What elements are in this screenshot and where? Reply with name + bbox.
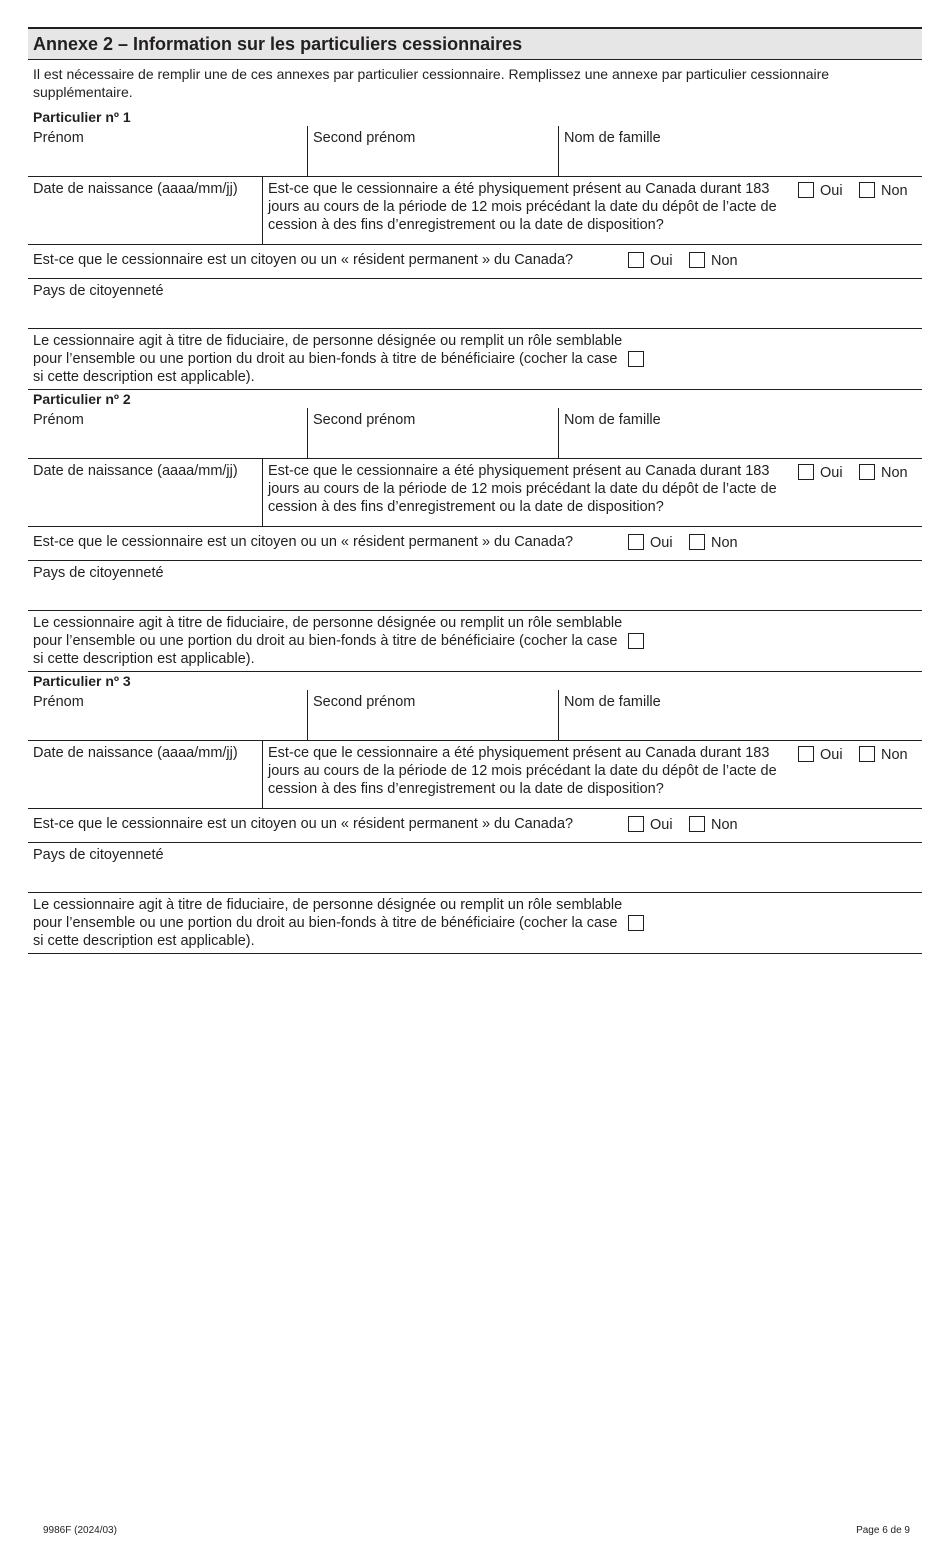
last-name-label: Nom de famille [564,130,661,146]
name-row [28,408,922,459]
dob-field[interactable] [28,459,262,526]
trustee-row [28,611,922,672]
citizen-yes-checkbox[interactable] [628,816,644,832]
trustee-checkbox[interactable] [628,915,644,931]
presence-yes-option [798,464,843,482]
country-row [28,843,922,893]
country-label: Pays de citoyenneté [33,565,164,581]
middle-name-field[interactable] [307,408,558,458]
annex-title: Annexe 2 – Information sur les particuliers cessionnaires [28,27,922,60]
annex-2-form [28,27,922,954]
citizen-question: Est-ce que le cessionnaire est un citoyen ou un « résident permanent » du Canada? [33,816,574,832]
trustee-checkbox[interactable] [628,351,644,367]
presence-no-option [859,182,908,200]
presence-question: Est-ce que le cessionnaire a été physiquement présent au Canada durant 183 jours au cours de la période de 12 mois précédant la date du dépôt de l’acte de cession à des fins d’enregistrement ou la date de disposition? [262,741,792,808]
presence-question: Est-ce que le cessionnaire a été physiquement présent au Canada durant 183 jours au cours de la période de 12 mois précédant la date du dépôt de l’acte de cession à des fins d’enregistrement ou la date de disposition? [262,177,792,244]
presence-yes-checkbox[interactable] [798,746,814,762]
name-row [28,690,922,741]
citizen-no-option [689,534,738,552]
individual-section [28,672,922,954]
country-field[interactable] [28,561,922,610]
individual-section [28,390,922,672]
first-name-field[interactable] [28,126,307,176]
last-name-field[interactable] [558,690,922,740]
presence-no-checkbox[interactable] [859,182,875,198]
trustee-text: Le cessionnaire agit à titre de fiduciaire, de personne désignée ou remplit un rôle semblable pour l’ensemble ou une portion du droit au bien-fonds à titre de bénéficiaire (cocher la case si cette description est applicable). [33,897,623,949]
dob-row [28,177,922,245]
citizen-question: Est-ce que le cessionnaire est un citoyen ou un « résident permanent » du Canada? [33,534,574,550]
first-name-label: Prénom [33,412,84,428]
no-label: Non [881,183,908,199]
trustee-row [28,329,922,390]
trustee-row [28,893,922,954]
dob-row [28,741,922,809]
yes-label: Oui [820,183,843,199]
last-name-field[interactable] [558,126,922,176]
no-label: Non [881,465,908,481]
dob-field[interactable] [28,177,262,244]
country-row [28,561,922,611]
citizen-question: Est-ce que le cessionnaire est un citoyen ou un « résident permanent » du Canada? [33,252,574,268]
individual-heading: Particulier nº 1 [33,109,131,125]
first-name-field[interactable] [28,408,307,458]
first-name-label: Prénom [33,130,84,146]
citizen-no-checkbox[interactable] [689,252,705,268]
yes-label: Oui [820,747,843,763]
middle-name-label: Second prénom [313,130,416,146]
presence-no-option [859,746,908,764]
middle-name-field[interactable] [307,126,558,176]
presence-yes-checkbox[interactable] [798,464,814,480]
middle-name-label: Second prénom [313,694,416,710]
country-label: Pays de citoyenneté [33,283,164,299]
citizen-no-option [689,252,738,270]
presence-question: Est-ce que le cessionnaire a été physiquement présent au Canada durant 183 jours au cours de la période de 12 mois précédant la date du dépôt de l’acte de cession à des fins d’enregistrement ou la date de disposition? [262,459,792,526]
citizen-yes-option [628,534,673,552]
country-row [28,279,922,329]
trustee-checkbox[interactable] [628,633,644,649]
citizen-yes-option [628,816,673,834]
presence-yes-checkbox[interactable] [798,182,814,198]
trustee-text: Le cessionnaire agit à titre de fiduciaire, de personne désignée ou remplit un rôle semblable pour l’ensemble ou une portion du droit au bien-fonds à titre de bénéficiaire (cocher la case si cette description est applicable). [33,333,623,385]
dob-label: Date de naissance (aaaa/mm/jj) [33,463,238,479]
no-label: Non [711,535,738,551]
no-label: Non [711,817,738,833]
presence-no-option [859,464,908,482]
middle-name-field[interactable] [307,690,558,740]
first-name-label: Prénom [33,694,84,710]
country-label: Pays de citoyenneté [33,847,164,863]
dob-row [28,459,922,527]
presence-yes-option [798,182,843,200]
citizen-no-checkbox[interactable] [689,816,705,832]
individual-heading: Particulier nº 3 [33,673,131,689]
citizen-no-option [689,816,738,834]
citizen-yes-option [628,252,673,270]
citizen-row [28,809,922,843]
country-field[interactable] [28,843,922,892]
middle-name-label: Second prénom [313,412,416,428]
dob-label: Date de naissance (aaaa/mm/jj) [33,181,238,197]
yes-label: Oui [650,817,673,833]
citizen-row [28,245,922,279]
last-name-label: Nom de famille [564,412,661,428]
individual-heading: Particulier nº 2 [33,391,131,407]
last-name-field[interactable] [558,408,922,458]
individual-section [28,108,922,390]
name-row [28,126,922,177]
citizen-no-checkbox[interactable] [689,534,705,550]
no-label: Non [881,747,908,763]
country-field[interactable] [28,279,922,328]
yes-label: Oui [820,465,843,481]
annex-intro: Il est nécessaire de remplir une de ces annexes par particulier cessionnaire. Remplissez une annexe par particulier cessionnaire supplémentaire. [33,66,830,100]
trustee-text: Le cessionnaire agit à titre de fiduciaire, de personne désignée ou remplit un rôle semblable pour l’ensemble ou une portion du droit au bien-fonds à titre de bénéficiaire (cocher la case si cette description est applicable). [33,615,623,667]
yes-label: Oui [650,253,673,269]
yes-label: Oui [650,535,673,551]
citizen-yes-checkbox[interactable] [628,534,644,550]
presence-no-checkbox[interactable] [859,464,875,480]
first-name-field[interactable] [28,690,307,740]
citizen-row [28,527,922,561]
citizen-yes-checkbox[interactable] [628,252,644,268]
presence-no-checkbox[interactable] [859,746,875,762]
page-number: Page 6 de 9 [856,1525,910,1536]
dob-field[interactable] [28,741,262,808]
dob-label: Date de naissance (aaaa/mm/jj) [33,745,238,761]
last-name-label: Nom de famille [564,694,661,710]
form-code: 9986F (2024/03) [43,1525,117,1536]
no-label: Non [711,253,738,269]
presence-yes-option [798,746,843,764]
